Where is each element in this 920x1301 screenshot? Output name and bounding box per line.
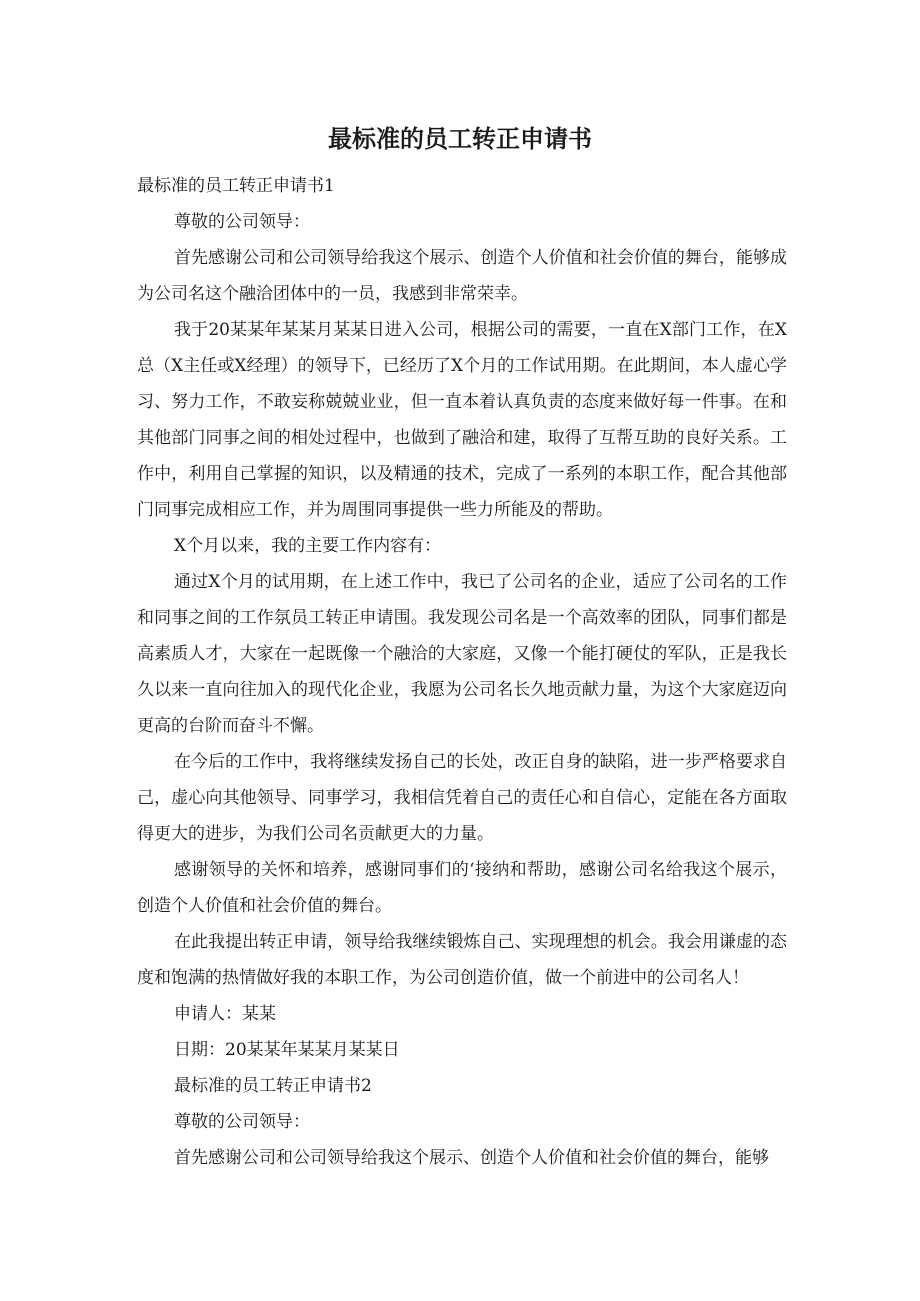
paragraph: 首先感谢公司和公司领导给我这个展示、创造个人价值和社会价值的舞台，能够 [174,1148,769,1168]
paragraph: 尊敬的公司领导： [174,212,310,232]
paragraph: 尊敬的公司领导： [174,1112,310,1132]
paragraph: 首先感谢公司和公司领导给我这个展示、创造个人价值和社会价值的舞台，能够成为公司名这个融洽团体中的一员，我感到非常荣幸。 [137,248,787,304]
document-body [137,168,787,1176]
paragraph: 在今后的工作中，我将继续发扬自己的长处，改正自身的缺陷，进一步严格要求自己，虚心向其他领导、同事学习，我相信凭着自己的责任心和自信心，定能在各方面取得更大的进步，为我们公司名贡献更大的力量。 [137,752,787,844]
paragraph: 日期：20某某年某某月某某日 [174,1040,400,1060]
paragraph: X个月以来，我的主要工作内容有： [174,536,442,556]
paragraph: 感谢领导的关怀和培养，感谢同事们的‘接纳和帮助，感谢公司名给我这个展示，创造个人价值和社会价值的舞台。 [137,860,787,916]
paragraph: 我于20某某年某某月某某日进入公司，根据公司的需要，一直在X部门工作，在X总（X主任或X经理）的领导下，已经历了X个月的工作试用期。在此期间，本人虚心学习、努力工作，不敢妄称兢兢业业，但一直本着认真负责的态度来做好每一件事。在和其他部门同事之间的相处过程中，也做到了融洽和建，取得了互帮互助的良好关系。工作中，利用自己掌握的知识，以及精通的技术，完成了一系列的本职工作，配合其他部门同事完成相应工作，并为周围同事提供一些力所能及的帮助。 [137,320,787,520]
paragraph: 最标准的员工转正申请书1 [137,176,335,196]
paragraph: 最标准的员工转正申请书2 [174,1076,372,1096]
paragraph: 在此我提出转正申请，领导给我继续锻炼自己、实现理想的机会。我会用谦虚的态度和饱满的热情做好我的本职工作，为公司创造价值，做一个前进中的公司名人！ [137,932,787,988]
paragraph: 通过X个月的试用期，在上述工作中，我已了公司名的企业，适应了公司名的工作和同事之间的工作氛员工转正申请围。我发现公司名是一个高效率的团队，同事们都是高素质人才，大家在一起既像一个融洽的大家庭，又像一个能打硬仗的军队，正是我长久以来一直向往加入的现代化企业，我愿为公司名长久地贡献力量，为这个大家庭迈向更高的台阶而奋斗不懈。 [137,572,787,736]
document-title: 最标准的员工转正申请书 [328,125,592,153]
paragraph: 申请人：某某 [174,1004,276,1024]
